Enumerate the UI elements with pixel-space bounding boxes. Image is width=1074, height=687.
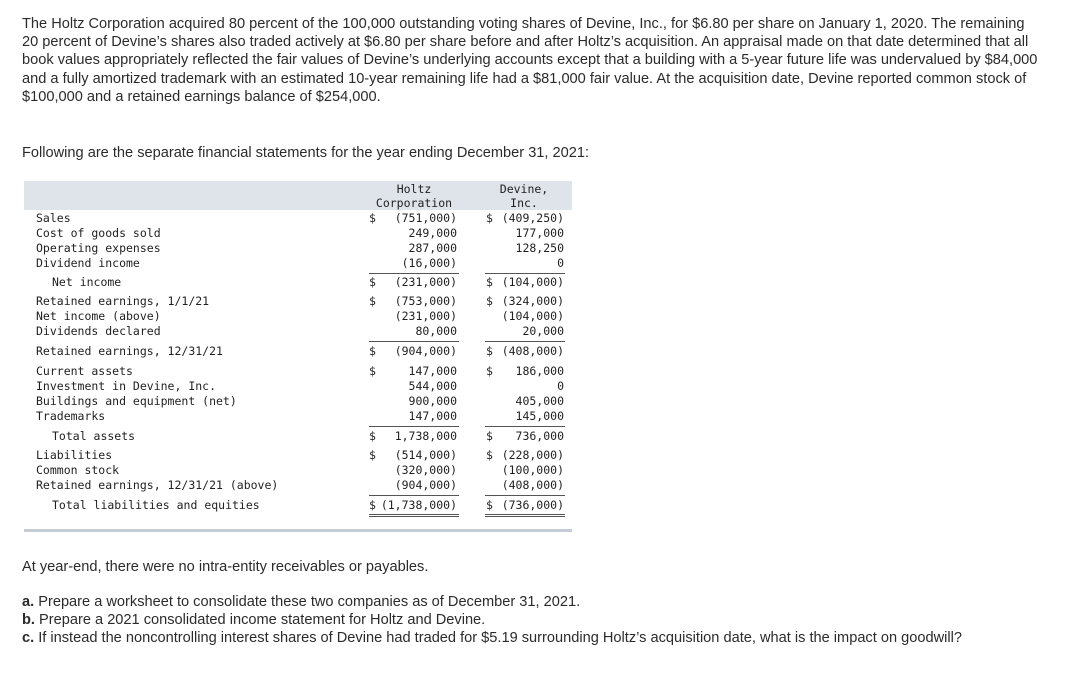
devine-value: 177,000: [515, 226, 564, 240]
holtz-value: 80,000: [415, 324, 457, 338]
header-holtz-line2: Corporation: [375, 196, 453, 210]
holtz-value: (904,000): [394, 478, 457, 492]
devine-value: (736,000): [501, 498, 564, 512]
devine-value: (408,000): [501, 478, 564, 492]
row-label: Trademarks: [36, 409, 106, 423]
total-double-rule: [369, 514, 459, 515]
devine-value: (409,250): [501, 211, 564, 225]
holtz-value: 147,000: [408, 364, 457, 378]
holtz-value: (231,000): [394, 309, 457, 323]
row-label: Buildings and equipment (net): [36, 394, 237, 408]
holtz-value: 1,738,000: [394, 429, 457, 443]
row-label: Cost of goods sold: [36, 226, 161, 240]
holtz-value: (753,000): [394, 294, 457, 308]
header-devine-line2: Inc.: [510, 196, 538, 210]
subtotal-rule: [369, 426, 459, 427]
statements-lead-in: Following are the separate financial statements for the year ending December 31, 2021:: [22, 145, 590, 161]
question-letter: b.: [22, 612, 35, 628]
subtotal-rule: [369, 495, 459, 496]
devine-dollar-sign: $: [486, 429, 493, 443]
row-label: Current assets: [36, 364, 133, 378]
row-label: Net income (above): [36, 309, 161, 323]
holtz-value: 544,000: [408, 379, 457, 393]
total-double-rule: [485, 514, 565, 515]
row-label: Retained earnings, 12/31/21: [36, 344, 223, 358]
table-header-band: [24, 181, 572, 210]
devine-value: 186,000: [515, 364, 564, 378]
devine-value: 736,000: [515, 429, 564, 443]
holtz-value: (751,000): [394, 211, 457, 225]
holtz-value: (16,000): [401, 256, 457, 270]
holtz-value: (904,000): [394, 344, 457, 358]
holtz-dollar-sign: $: [369, 498, 376, 512]
question-text: If instead the noncontrolling interest shares of Devine had traded for $5.19 surrounding Holtz’s acquisition date, what is the impact on goodwill?: [38, 630, 962, 646]
devine-value: 20,000: [522, 324, 564, 338]
subtotal-rule: [369, 341, 459, 342]
row-label: Retained earnings, 12/31/21 (above): [36, 478, 279, 492]
devine-value: (100,000): [501, 463, 564, 477]
holtz-value: 900,000: [408, 394, 457, 408]
devine-dollar-sign: $: [486, 294, 493, 308]
row-label: Operating expenses: [36, 241, 161, 255]
row-label: Common stock: [36, 463, 120, 477]
year-end-note: At year-end, there were no intra-entity receivables or payables.: [22, 559, 429, 575]
holtz-value: 147,000: [408, 409, 457, 423]
row-label: Total assets: [52, 429, 136, 443]
subtotal-rule: [369, 273, 459, 274]
devine-dollar-sign: $: [486, 275, 493, 289]
question-b: [22, 611, 1032, 629]
row-label: Retained earnings, 1/1/21: [36, 294, 210, 308]
row-label: Total liabilities and equities: [52, 498, 260, 512]
holtz-dollar-sign: $: [369, 294, 376, 308]
question-text: Prepare a worksheet to consolidate these two companies as of December 31, 2021.: [38, 594, 581, 610]
holtz-dollar-sign: $: [369, 429, 376, 443]
holtz-value: (231,000): [394, 275, 457, 289]
devine-dollar-sign: $: [486, 364, 493, 378]
subtotal-rule: [485, 426, 565, 427]
financial-statements-table: [24, 177, 572, 532]
devine-value: (324,000): [501, 294, 564, 308]
devine-value: (408,000): [501, 344, 564, 358]
holtz-value: (320,000): [394, 463, 457, 477]
subtotal-rule: [485, 341, 565, 342]
row-label: Liabilities: [36, 448, 113, 462]
row-label: Sales: [36, 211, 71, 225]
devine-value: (104,000): [501, 309, 564, 323]
holtz-value: (514,000): [394, 448, 457, 462]
devine-value: 0: [557, 379, 564, 393]
row-label: Investment in Devine, Inc.: [36, 379, 217, 393]
subtotal-rule: [485, 495, 565, 496]
question-c: [22, 629, 1032, 647]
devine-value: (104,000): [501, 275, 564, 289]
holtz-dollar-sign: $: [369, 448, 376, 462]
header-devine-line1: Devine,: [499, 182, 549, 196]
devine-dollar-sign: $: [486, 498, 493, 512]
holtz-value: (1,738,000): [380, 498, 457, 512]
question-letter: a.: [22, 594, 35, 610]
row-label: Dividends declared: [36, 324, 161, 338]
devine-dollar-sign: $: [486, 211, 493, 225]
devine-value: 405,000: [515, 394, 564, 408]
question-text: Prepare a 2021 consolidated income statement for Holtz and Devine.: [39, 612, 486, 628]
problem-intro: The Holtz Corporation acquired 80 percent of the 100,000 outstanding voting shares of Devine, Inc., for $6.80 per share on January 1, 2020. The remaining 20 percent of Devine’s shares also traded actively at $6.80 per share before and after Holtz’s acquisition. An appraisal made on that date determined that all book values appropriately reflected the fair values of Devine’s underlying accounts except that a building with a 5-year future life was undervalued by $84,000 and a fully amortized trademark with an estimated 10-year remaining life had a $81,000 fair value. At the acquisition date, Devine reported common stock of $100,000 and a retained earnings balance of $254,000.: [22, 16, 1038, 105]
holtz-dollar-sign: $: [369, 364, 376, 378]
holtz-dollar-sign: $: [369, 344, 376, 358]
devine-value: 128,250: [515, 241, 564, 255]
subtotal-rule: [485, 273, 565, 274]
holtz-value: 249,000: [408, 226, 457, 240]
table-footer-band: [24, 529, 572, 532]
holtz-dollar-sign: $: [369, 275, 376, 289]
question-letter: c.: [22, 630, 35, 646]
header-holtz-line1: Holtz: [396, 182, 432, 196]
total-double-rule: [485, 516, 565, 517]
holtz-dollar-sign: $: [369, 211, 376, 225]
row-label: Net income: [52, 275, 122, 289]
total-double-rule: [369, 516, 459, 517]
devine-value: 145,000: [515, 409, 564, 423]
devine-dollar-sign: $: [486, 448, 493, 462]
question-a: [22, 593, 1032, 611]
devine-value: 0: [557, 256, 564, 270]
row-label: Dividend income: [36, 256, 140, 270]
holtz-value: 287,000: [408, 241, 457, 255]
devine-dollar-sign: $: [486, 344, 493, 358]
devine-value: (228,000): [501, 448, 564, 462]
